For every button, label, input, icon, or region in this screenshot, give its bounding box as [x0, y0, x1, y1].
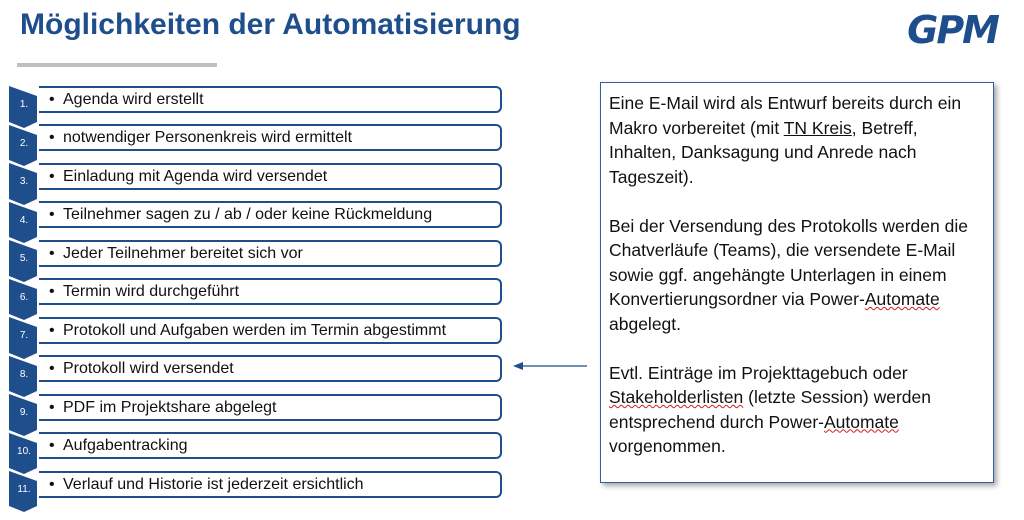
step-number: 1. — [19, 99, 29, 110]
process-step — [39, 124, 502, 151]
title-underline — [17, 63, 217, 67]
step-number: 2. — [19, 138, 29, 149]
bullet-icon: • — [49, 283, 55, 300]
step-label: Jeder Teilnehmer bereitet sich vor — [63, 245, 303, 262]
bullet-icon: • — [49, 91, 55, 108]
step-label: Protokoll und Aufgaben werden im Termin abgestimmt — [63, 322, 447, 339]
info-text: vorgenommen. — [609, 436, 726, 456]
process-step — [39, 86, 502, 113]
process-step — [39, 355, 502, 382]
step-label: Einladung mit Agenda wird versendet — [63, 168, 328, 185]
info-text-tn-kreis: TN Kreis — [783, 117, 852, 138]
process-step — [39, 317, 502, 344]
info-paragraph-logbook — [609, 361, 985, 459]
process-step — [39, 432, 502, 459]
step-number: 9. — [19, 407, 29, 418]
step-number: 4. — [19, 215, 29, 226]
arrow-left-icon — [512, 358, 588, 374]
step-label: Protokoll wird versendet — [63, 360, 234, 377]
step-number: 11. — [17, 484, 31, 495]
step-label: Teilnehmer sagen zu / ab / oder keine Rückmeldung — [63, 206, 433, 223]
bullet-icon: • — [49, 168, 55, 185]
info-text-automate: Automate — [823, 411, 899, 432]
step-label: PDF im Projektshare abgelegt — [63, 399, 277, 416]
process-step — [39, 163, 502, 190]
info-text: abgelegt. — [609, 313, 682, 334]
step-number: 7. — [19, 330, 29, 341]
info-paragraph-protocol — [609, 214, 985, 337]
info-text-stakeholderlisten: Stakeholderlisten — [609, 387, 744, 407]
bullet-icon: • — [49, 476, 55, 493]
bullet-icon: • — [49, 360, 55, 377]
info-text: Evtl. Einträge im Projekttagebuch oder — [609, 362, 908, 383]
step-number: 10. — [17, 446, 31, 457]
process-step — [39, 201, 502, 228]
process-step — [39, 240, 502, 267]
bullet-icon: • — [49, 399, 55, 416]
bullet-icon: • — [49, 206, 55, 223]
step-label: Aufgabentracking — [63, 437, 188, 454]
step-label: Agenda wird erstellt — [63, 91, 204, 108]
step-label: Termin wird durchgeführt — [63, 283, 240, 300]
step-number: 3. — [19, 176, 29, 187]
info-text-automate: Automate — [864, 289, 940, 309]
info-text: (letzte Session) werden entsprechend durch Power- — [609, 387, 931, 432]
bullet-icon: • — [49, 437, 55, 454]
step-label: Verlauf und Historie ist jederzeit ersichtlich — [63, 476, 364, 493]
page-title: Möglichkeiten der Automatisierung — [20, 8, 521, 41]
process-step — [39, 394, 502, 421]
step-label: notwendiger Personenkreis wird ermittelt — [63, 129, 353, 146]
info-text: , Betreff, Inhalten, Danksagung und Anrede nach Tageszeit). — [609, 117, 918, 187]
bullet-icon: • — [49, 129, 55, 146]
step-number: 8. — [19, 369, 29, 380]
bullet-icon: • — [49, 245, 55, 262]
process-step — [39, 471, 502, 498]
info-text: Bei der Versendung des Protokolls werden die Chatverläufe (Teams), die versendete E-Mail sowie ggf. angehängte Unterlagen in einem Konvertierungsordner via Power- — [609, 215, 968, 309]
gpm-logo: GPM — [907, 8, 998, 52]
info-paragraph-email — [609, 91, 985, 189]
process-step — [39, 278, 502, 305]
bullet-icon: • — [49, 322, 55, 339]
automation-info-box — [600, 82, 994, 483]
step-number: 5. — [19, 253, 29, 264]
info-text: Eine E-Mail wird als Entwurf bereits durch ein Makro vorbereitet (mit — [609, 93, 962, 138]
step-number: 6. — [19, 292, 29, 303]
